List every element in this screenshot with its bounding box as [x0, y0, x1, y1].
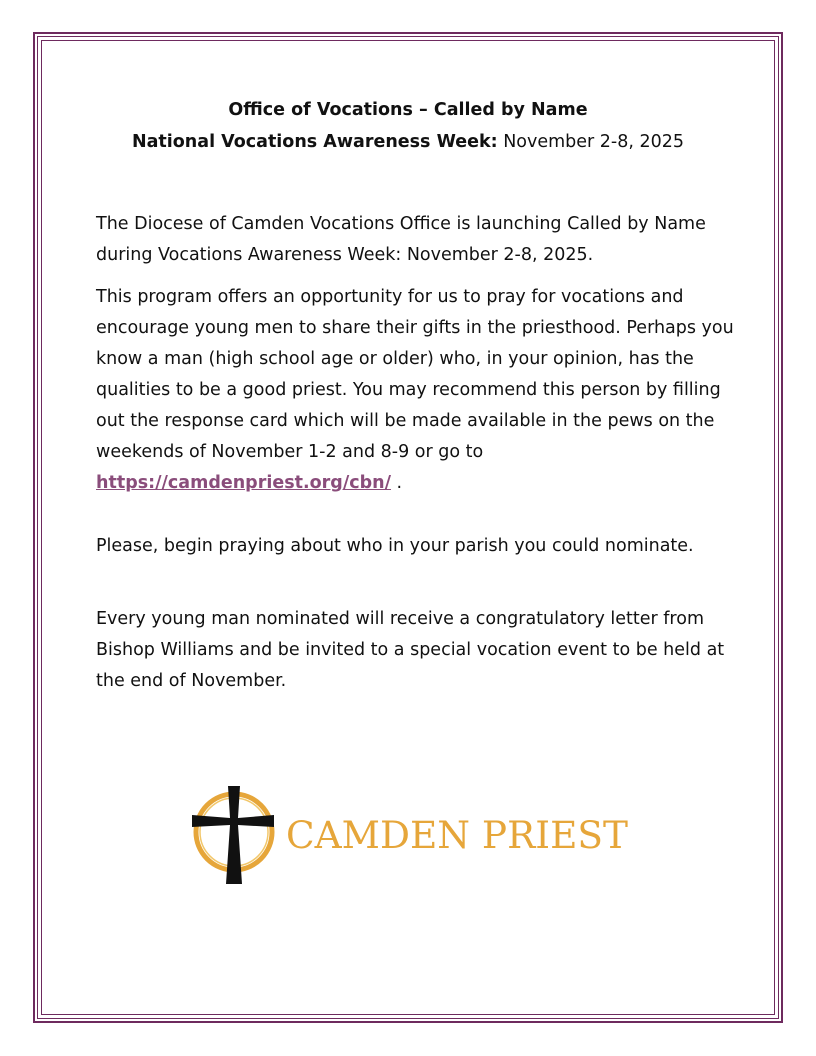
intro-paragraph: The Diocese of Camden Vocations Office is launching Called by Name during Vocations Awareness Week: November 2-8, 2025.	[96, 214, 706, 265]
camdenpriest-link[interactable]: https://camdenpriest.org/cbn/	[96, 473, 391, 493]
subtitle-date: November 2-8, 2025	[497, 132, 685, 152]
page-subtitle	[0, 127, 816, 157]
page-title: Office of Vocations – Called by Name	[228, 100, 588, 120]
logo-wordmark: CAMDEN PRIEST	[286, 814, 629, 857]
nomination-paragraph: Every young man nominated will receive a congratulatory letter from Bishop Williams and be invited to a special vocation event to be held at the end of November.	[96, 609, 725, 691]
prayer-paragraph: Please, begin praying about who in your parish you could nominate.	[96, 536, 694, 556]
program-paragraph-text: This program offers an opportunity for us to pray for vocations and encourage young men to share their gifts in the priesthood. Perhaps you know a man (high school age or older) who, in your opinion, has the qualities to be a good priest. You may recommend this person by filling out the response card which will be made available in the pews on the weekends of November 1-2 and 8-9 or go to	[96, 287, 734, 462]
program-paragraph	[96, 282, 736, 499]
camden-priest-logo	[188, 782, 633, 888]
subtitle-bold-label: National Vocations Awareness Week:	[131, 132, 498, 152]
cross-circle-icon	[188, 782, 633, 888]
program-paragraph-end: .	[390, 473, 403, 493]
